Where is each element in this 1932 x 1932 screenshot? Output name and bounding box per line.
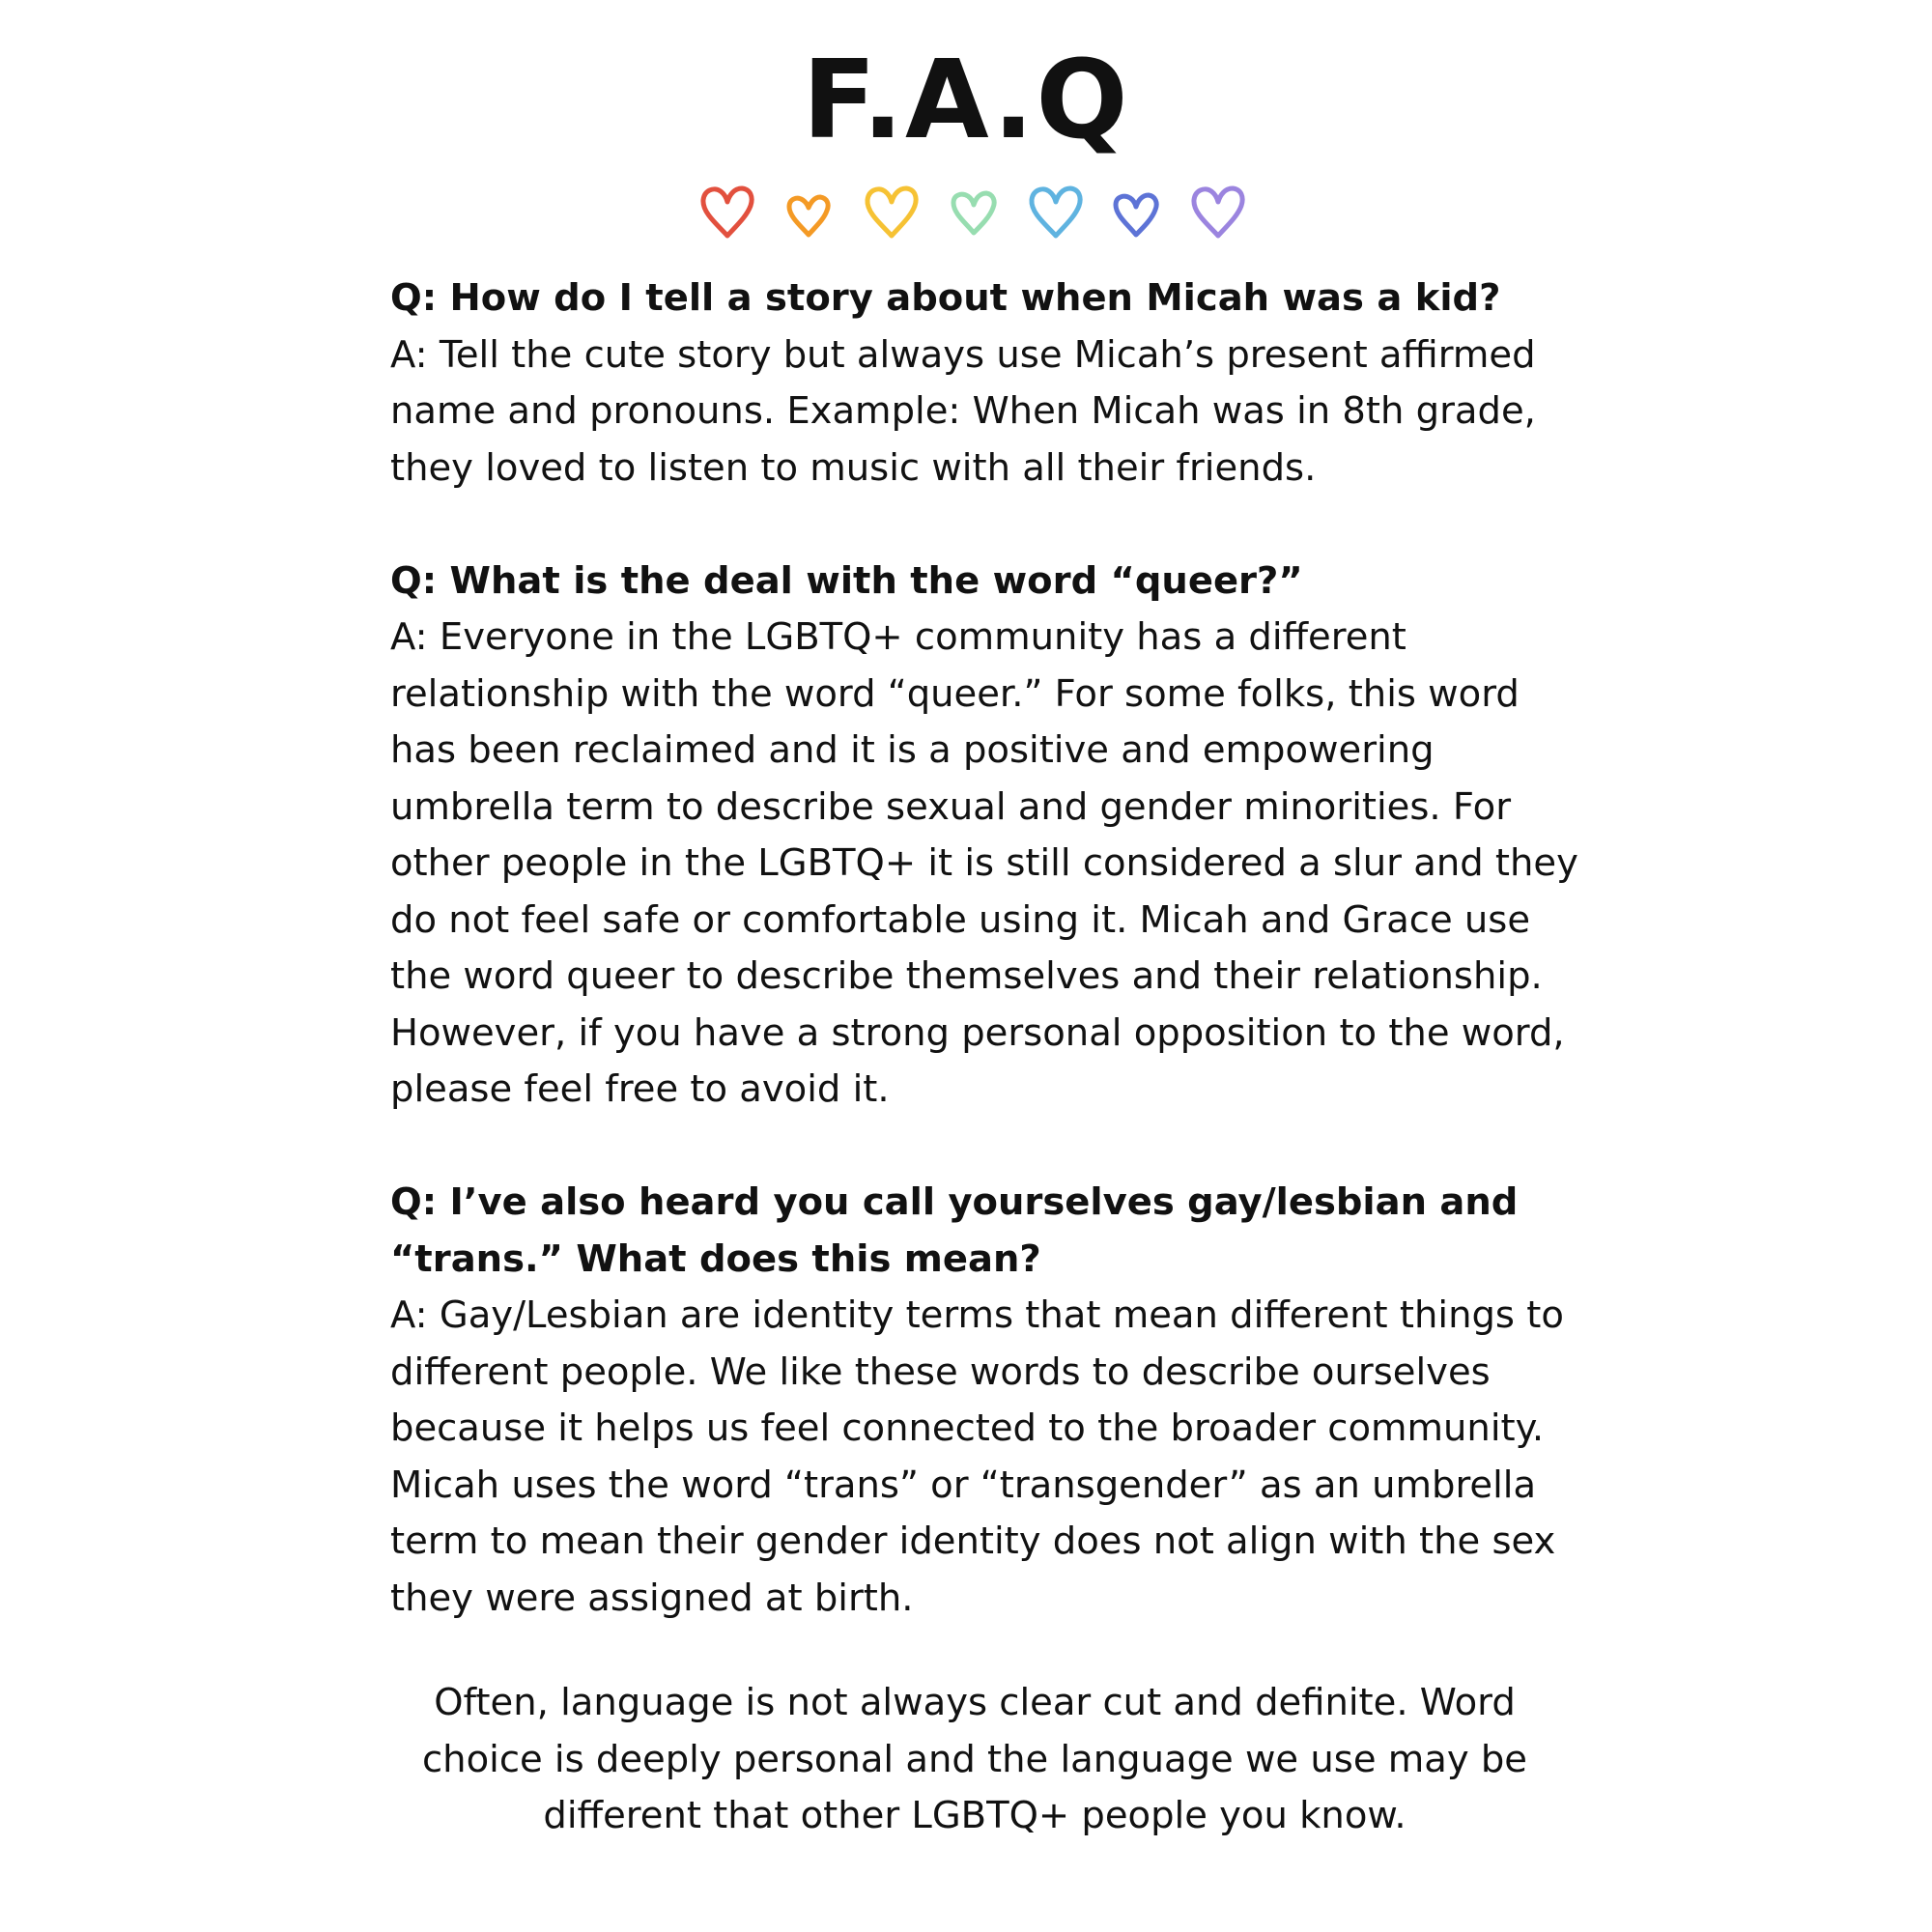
- heart-outline-icon: [862, 184, 922, 240]
- page-title: F.A.Q: [802, 38, 1130, 163]
- heart-outline-icon: [1111, 191, 1161, 238]
- faq-item: [390, 270, 1588, 497]
- heart-outline-icon: [784, 193, 833, 238]
- faq-item: [390, 554, 1588, 1119]
- closing-note: Often, language is not always clear cut and definite. Word choice is deeply personal and the language we use may be different that other LGBTQ+ people you know.: [422, 1681, 1527, 1837]
- heart-outline-icon: [1026, 184, 1086, 240]
- heart-outline-icon: [1188, 184, 1248, 240]
- faq-question: Q: I’ve also heard you call yourselves gay/lesbian and “trans.” What does this mean?: [390, 1180, 1519, 1281]
- heart-outline-icon: [949, 189, 999, 236]
- heart-outline-icon: [697, 184, 757, 240]
- faq-answer: A: Gay/Lesbian are identity terms that mean different things to different people. We like these words to describe ourselves because it helps us feel connected to the broader community. Micah uses the word “trans” or “transgender” as an umbrella term to mean their gender identity does not align with the sex they were assigned at birth.: [390, 1293, 1564, 1620]
- faq-item: [390, 1175, 1588, 1627]
- faq-question: Q: What is the deal with the word “queer?”: [390, 558, 1303, 603]
- faq-answer: A: Tell the cute story but always use Micah’s present affirmed name and pronouns. Example: When Micah was in 8th grade, they loved to listen to music with all their friends.: [390, 332, 1536, 490]
- faq-answer: A: Everyone in the LGBTQ+ community has a different relationship with the word “queer.” For some folks, this word has been reclaimed and it is a positive and empowering umbrella term to describe sexual and gender minorities. For other people in the LGBTQ+ it is still considered a slur and they do not feel safe or comfortable using it. Micah and Grace use the word queer to describe themselves and their relationship. However, if you have a strong personal opposition to the word, please feel free to avoid it.: [390, 615, 1578, 1111]
- rainbow-hearts-row: [0, 180, 1932, 247]
- faq-question: Q: How do I tell a story about when Micah was a kid?: [390, 276, 1501, 320]
- faq-list: [390, 270, 1588, 1684]
